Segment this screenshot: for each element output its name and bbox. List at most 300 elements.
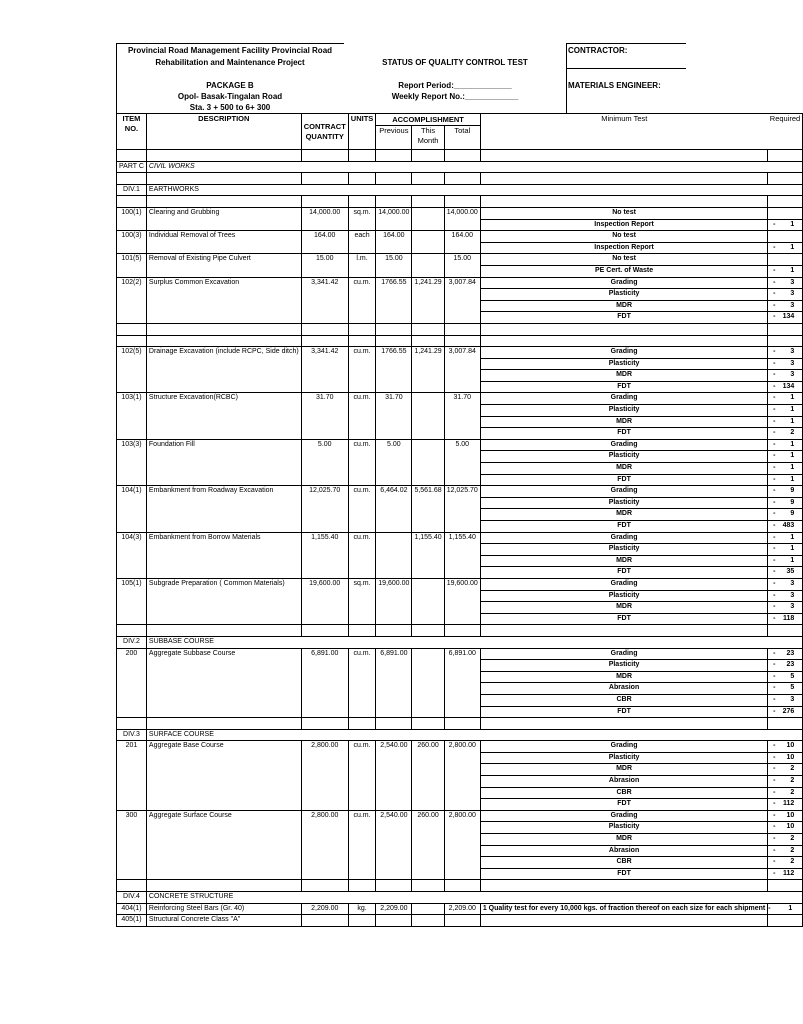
minimum-test-name: MDR — [480, 463, 767, 475]
spacer-cell — [480, 335, 767, 347]
accomplishment-this-month: 1,155.40 — [412, 532, 444, 578]
accomplishment-total: 12,025.70 — [444, 486, 480, 532]
required-count — [768, 602, 803, 614]
item-description: Individual Removal of Trees — [146, 231, 301, 254]
required-dash: - — [773, 440, 776, 448]
units: l.m. — [348, 254, 376, 277]
col-contract-quantity: CONTRACT QUANTITY — [301, 114, 348, 150]
required-dash: - — [773, 266, 776, 274]
spacer-cell — [348, 323, 376, 335]
required-count — [768, 915, 803, 927]
accomplishment-previous — [376, 915, 412, 927]
spacer-cell — [301, 173, 348, 185]
required-count — [768, 694, 803, 706]
minimum-test-name: CBR — [480, 787, 767, 799]
required-count — [768, 509, 803, 521]
required-value: 1 — [790, 266, 795, 274]
required-value: 23 — [786, 661, 795, 669]
division-code: DIV.3 — [117, 729, 147, 741]
contract-quantity: 5.00 — [301, 439, 348, 485]
required-value: 1 — [790, 417, 795, 425]
minimum-test-name: No test — [480, 207, 767, 219]
accomplishment-total: 31.70 — [444, 393, 480, 439]
item-description: Clearing and Grubbing — [146, 207, 301, 230]
required-count — [768, 578, 803, 590]
division-row — [117, 184, 803, 196]
required-value: 483 — [782, 522, 795, 529]
spacer-cell — [444, 880, 480, 892]
accomplishment-total: 3,007.84 — [444, 347, 480, 393]
division-name: SURFACE COURSE — [146, 729, 802, 741]
required-dash: - — [773, 290, 776, 298]
required-value: 3 — [790, 603, 795, 611]
item-description: Removal of Existing Pipe Culvert — [146, 254, 301, 277]
accomplishment-this-month: 1,241.29 — [412, 277, 444, 323]
accomplishment-this-month — [412, 903, 444, 915]
minimum-test-name: Plasticity — [480, 544, 767, 556]
division-row — [117, 636, 803, 648]
required-dash: - — [773, 777, 776, 785]
accomplishment-total: 164.00 — [444, 231, 480, 254]
item-description: Embankment from Borrow Materials — [146, 532, 301, 578]
units: sq.m. — [348, 207, 376, 230]
minimum-test-name: FDT — [480, 474, 767, 486]
spacer-cell — [444, 150, 480, 162]
required-dash: - — [773, 858, 776, 866]
required-value: 2 — [790, 788, 795, 796]
road-name: Opol- Basak-Tingalan Road — [177, 92, 283, 101]
package-label: PACKAGE B — [206, 81, 254, 90]
spacer-cell — [412, 196, 444, 208]
spacer-cell — [301, 335, 348, 347]
units: cu.m. — [348, 347, 376, 393]
spacer-cell — [146, 150, 301, 162]
accomplishment-previous: 14,000.00 — [376, 207, 412, 230]
spacer-cell — [768, 625, 803, 637]
header-top-rule-right — [566, 43, 686, 44]
required-dash: - — [773, 394, 776, 402]
required-count — [768, 683, 803, 695]
accomplishment-previous — [376, 532, 412, 578]
required-dash: - — [773, 869, 776, 877]
required-dash: - — [773, 417, 776, 425]
spacer-cell — [146, 173, 301, 185]
spacer-cell — [444, 625, 480, 637]
spacer-cell — [444, 335, 480, 347]
required-value: 118 — [782, 614, 795, 622]
required-dash: - — [773, 498, 776, 506]
spacer-cell — [480, 196, 767, 208]
col-minimum-test: Minimum Test — [480, 114, 767, 150]
accomplishment-total: 2,209.00 — [444, 903, 480, 915]
units: cu.m. — [348, 648, 376, 718]
header-contractor-rule — [566, 68, 686, 69]
required-count — [768, 787, 803, 799]
required-count — [768, 254, 803, 266]
required-value: 2 — [790, 835, 795, 843]
division-code: DIV.1 — [117, 184, 147, 196]
spacer-cell — [480, 150, 767, 162]
division-row — [117, 729, 803, 741]
contract-quantity: 15.00 — [301, 254, 348, 277]
units: kg. — [348, 903, 376, 915]
required-count — [768, 358, 803, 370]
units: cu.m. — [348, 486, 376, 532]
required-count — [768, 590, 803, 602]
contract-quantity: 2,800.00 — [301, 741, 348, 811]
accomplishment-previous: 2,540.00 — [376, 810, 412, 880]
required-dash: - — [773, 545, 776, 553]
minimum-test-name: MDR — [480, 764, 767, 776]
units — [348, 915, 376, 927]
minimum-test-name: Grading — [480, 648, 767, 660]
table-row — [117, 532, 803, 544]
required-dash: - — [773, 742, 776, 750]
table-row — [117, 393, 803, 405]
materials-engineer-label: MATERIALS ENGINEER: — [568, 81, 661, 90]
required-count — [768, 486, 803, 498]
required-value: 3 — [790, 290, 795, 298]
spacer-cell — [412, 625, 444, 637]
required-value: 2 — [790, 858, 795, 866]
required-dash: - — [773, 684, 776, 692]
required-dash: - — [773, 835, 776, 843]
item-no: 103(1) — [117, 393, 147, 439]
required-dash: - — [773, 823, 776, 831]
required-value: 1 — [790, 475, 795, 483]
required-value: 134 — [782, 313, 795, 321]
contractor-label: CONTRACTOR: — [568, 46, 628, 55]
units: cu.m. — [348, 277, 376, 323]
spacer-cell — [348, 625, 376, 637]
required-value: 9 — [790, 498, 795, 506]
spacer-cell — [480, 323, 767, 335]
required-value: 2 — [790, 846, 795, 854]
required-count — [768, 497, 803, 509]
accomplishment-this-month: 260.00 — [412, 810, 444, 880]
required-count — [768, 567, 803, 579]
accomplishment-previous: 6,891.00 — [376, 648, 412, 718]
spacer-row — [117, 196, 803, 208]
spacer-cell — [348, 335, 376, 347]
required-count — [768, 810, 803, 822]
spacer-cell — [146, 880, 301, 892]
minimum-test-name: MDR — [480, 300, 767, 312]
item-description: Reinforcing Steel Bars (Gr. 40) — [146, 903, 301, 915]
spacer-cell — [117, 718, 147, 730]
required-count — [768, 347, 803, 359]
item-no: 404(1) — [117, 903, 147, 915]
required-count — [768, 544, 803, 556]
required-value: 1 — [790, 556, 795, 564]
item-description: Foundation Fill — [146, 439, 301, 485]
minimum-test-name: CBR — [480, 857, 767, 869]
item-description: Surplus Common Excavation — [146, 277, 301, 323]
table-row — [117, 915, 803, 927]
spacer-cell — [376, 625, 412, 637]
accomplishment-this-month — [412, 254, 444, 277]
item-no: 102(5) — [117, 347, 147, 393]
part-name: CIVIL WORKS — [146, 161, 802, 173]
minimum-test-name: Grading — [480, 393, 767, 405]
required-count — [768, 741, 803, 753]
required-count — [768, 706, 803, 718]
item-no: 405(1) — [117, 915, 147, 927]
required-dash: - — [773, 371, 776, 379]
spacer-cell — [117, 335, 147, 347]
spacer-row — [117, 150, 803, 162]
spacer-cell — [768, 323, 803, 335]
required-count — [768, 764, 803, 776]
required-dash: - — [768, 904, 771, 912]
item-no: 200 — [117, 648, 147, 718]
units: sq.m. — [348, 578, 376, 624]
required-count — [768, 265, 803, 277]
minimum-test-name: FDT — [480, 567, 767, 579]
spacer-cell — [146, 196, 301, 208]
spacer-cell — [376, 880, 412, 892]
spacer-cell — [444, 196, 480, 208]
required-dash: - — [773, 220, 776, 228]
required-dash: - — [773, 452, 776, 460]
minimum-test-name: FDT — [480, 706, 767, 718]
contract-quantity: 164.00 — [301, 231, 348, 254]
minimum-test-name: PE Cert. of Waste — [480, 265, 767, 277]
required-dash: - — [773, 278, 776, 286]
accomplishment-total: 5.00 — [444, 439, 480, 485]
required-dash: - — [773, 811, 776, 819]
required-dash: - — [773, 672, 776, 680]
division-code: DIV.4 — [117, 892, 147, 904]
units: cu.m. — [348, 741, 376, 811]
minimum-test-name: MDR — [480, 602, 767, 614]
required-value: 10 — [786, 823, 795, 831]
division-name: SUBBASE COURSE — [146, 636, 802, 648]
required-value: 1 — [790, 545, 795, 553]
minimum-test-name: Grading — [480, 347, 767, 359]
spacer-cell — [444, 718, 480, 730]
minimum-test-name: MDR — [480, 834, 767, 846]
spacer-cell — [768, 150, 803, 162]
part-row — [117, 161, 803, 173]
item-description: Structural Concrete Class "A" — [146, 915, 301, 927]
contract-quantity — [301, 915, 348, 927]
required-value: 3 — [790, 348, 795, 356]
required-value: 2 — [790, 765, 795, 773]
spacer-cell — [348, 196, 376, 208]
contract-quantity: 14,000.00 — [301, 207, 348, 230]
accomplishment-this-month — [412, 207, 444, 230]
minimum-test-name: Plasticity — [480, 752, 767, 764]
contract-quantity: 2,209.00 — [301, 903, 348, 915]
accomplishment-total: 2,800.00 — [444, 741, 480, 811]
minimum-test-name: Abrasion — [480, 776, 767, 788]
required-value: 10 — [786, 811, 795, 819]
accomplishment-total: 6,891.00 — [444, 648, 480, 718]
accomplishment-this-month — [412, 393, 444, 439]
required-count — [768, 555, 803, 567]
spacer-cell — [444, 173, 480, 185]
minimum-test-name: MDR — [480, 416, 767, 428]
required-dash: - — [773, 533, 776, 541]
contract-quantity: 19,600.00 — [301, 578, 348, 624]
spacer-cell — [301, 880, 348, 892]
spacer-row — [117, 335, 803, 347]
accomplishment-previous: 164.00 — [376, 231, 412, 254]
accomplishment-total: 19,600.00 — [444, 578, 480, 624]
minimum-test-name: FDT — [480, 428, 767, 440]
accomplishment-this-month: 5,561.68 — [412, 486, 444, 532]
header-divider-right — [566, 43, 567, 113]
spacer-cell — [480, 718, 767, 730]
contract-quantity: 2,800.00 — [301, 810, 348, 880]
spacer-row — [117, 173, 803, 185]
required-value: 9 — [790, 510, 795, 518]
accomplishment-previous: 15.00 — [376, 254, 412, 277]
required-count — [768, 300, 803, 312]
minimum-test-name: MDR — [480, 671, 767, 683]
required-dash: - — [773, 765, 776, 773]
required-dash: - — [773, 579, 776, 587]
division-code: DIV.2 — [117, 636, 147, 648]
col-item-no: ITEM NO. — [117, 114, 147, 150]
required-dash: - — [773, 695, 776, 703]
required-count — [768, 613, 803, 625]
minimum-test-name: Grading — [480, 810, 767, 822]
required-dash: - — [773, 313, 776, 321]
minimum-test-name: FDT — [480, 799, 767, 811]
spacer-cell — [768, 335, 803, 347]
spacer-cell — [412, 335, 444, 347]
minimum-test-name: MDR — [480, 555, 767, 567]
required-count — [768, 752, 803, 764]
spacer-cell — [301, 196, 348, 208]
contract-quantity: 6,891.00 — [301, 648, 348, 718]
required-dash: - — [773, 788, 776, 796]
spacer-row — [117, 625, 803, 637]
required-count — [768, 671, 803, 683]
table-row — [117, 439, 803, 451]
required-value: 2 — [790, 429, 795, 437]
minimum-test-name: Grading — [480, 277, 767, 289]
required-value: 10 — [786, 753, 795, 761]
item-no: 201 — [117, 741, 147, 811]
units: cu.m. — [348, 393, 376, 439]
required-value: 112 — [782, 800, 795, 808]
required-count — [768, 242, 803, 254]
required-count — [768, 521, 803, 533]
spacer-cell — [480, 173, 767, 185]
minimum-test-name: Plasticity — [480, 497, 767, 509]
spacer-cell — [146, 335, 301, 347]
required-value: 112 — [782, 869, 795, 877]
required-count — [768, 648, 803, 660]
spacer-cell — [412, 880, 444, 892]
required-count — [768, 845, 803, 857]
accomplishment-total: 2,800.00 — [444, 810, 480, 880]
minimum-test-name: Plasticity — [480, 590, 767, 602]
org-title-line2: Rehabilitation and Maintenance Project — [155, 58, 305, 67]
minimum-test-name: FDT — [480, 868, 767, 880]
units: cu.m. — [348, 810, 376, 880]
report-title: STATUS OF QUALITY CONTROL TEST — [382, 58, 528, 67]
spacer-cell — [301, 323, 348, 335]
quality-control-table — [116, 113, 803, 927]
item-no: 102(2) — [117, 277, 147, 323]
units: each — [348, 231, 376, 254]
spacer-cell — [301, 718, 348, 730]
required-dash: - — [773, 661, 776, 669]
item-no: 103(3) — [117, 439, 147, 485]
required-dash: - — [773, 475, 776, 483]
table-row — [117, 578, 803, 590]
required-value: 10 — [786, 742, 795, 750]
required-value: 1 — [790, 243, 795, 251]
required-value: 1 — [790, 533, 795, 541]
contract-quantity: 1,155.40 — [301, 532, 348, 578]
division-row — [117, 892, 803, 904]
accomplishment-this-month — [412, 578, 444, 624]
spacer-cell — [348, 718, 376, 730]
item-description: Subgrade Preparation ( Common Materials) — [146, 578, 301, 624]
required-value: 1 — [790, 464, 795, 472]
required-count — [768, 428, 803, 440]
minimum-test-name: FDT — [480, 381, 767, 393]
accomplishment-total — [444, 915, 480, 927]
accomplishment-total: 1,155.40 — [444, 532, 480, 578]
required-dash: - — [773, 301, 776, 309]
table-row — [117, 231, 803, 243]
minimum-test-note: 1 Quality test for every 10,000 kgs. of fraction thereof on each size for each shipment — [480, 903, 767, 915]
required-value: 1 — [790, 406, 795, 414]
contract-quantity: 31.70 — [301, 393, 348, 439]
spacer-cell — [376, 150, 412, 162]
report-period: Report Period:_____________ — [398, 81, 512, 90]
required-dash: - — [773, 406, 776, 414]
item-no: 104(3) — [117, 532, 147, 578]
table-row — [117, 277, 803, 289]
table-row — [117, 207, 803, 219]
col-this-month: This Month — [412, 126, 444, 150]
accomplishment-previous: 1766.55 — [376, 347, 412, 393]
required-dash: - — [773, 707, 776, 715]
required-value: 23 — [786, 649, 795, 657]
required-dash: - — [773, 487, 776, 495]
item-no: 100(3) — [117, 231, 147, 254]
station-range: Sta. 3 + 500 to 6+ 300 — [189, 103, 271, 112]
required-value: 9 — [790, 487, 795, 495]
spacer-cell — [348, 150, 376, 162]
required-value: 5 — [790, 684, 795, 692]
accomplishment-previous: 6,464.02 — [376, 486, 412, 532]
minimum-test-name: FDT — [480, 312, 767, 324]
required-value: 3 — [790, 591, 795, 599]
accomplishment-this-month — [412, 439, 444, 485]
col-accomplishment: ACCOMPLISHMENT — [376, 114, 481, 126]
required-dash: - — [773, 603, 776, 611]
part-code: PART C — [117, 161, 147, 173]
required-dash: - — [773, 348, 776, 356]
required-value: 276 — [782, 707, 795, 715]
required-dash: - — [773, 522, 776, 529]
required-dash: - — [773, 614, 776, 622]
required-count — [768, 393, 803, 405]
item-description: Aggregate Surface Course — [146, 810, 301, 880]
required-count — [768, 822, 803, 834]
minimum-test-name: No test — [480, 231, 767, 243]
table-row — [117, 347, 803, 359]
required-dash: - — [773, 753, 776, 761]
